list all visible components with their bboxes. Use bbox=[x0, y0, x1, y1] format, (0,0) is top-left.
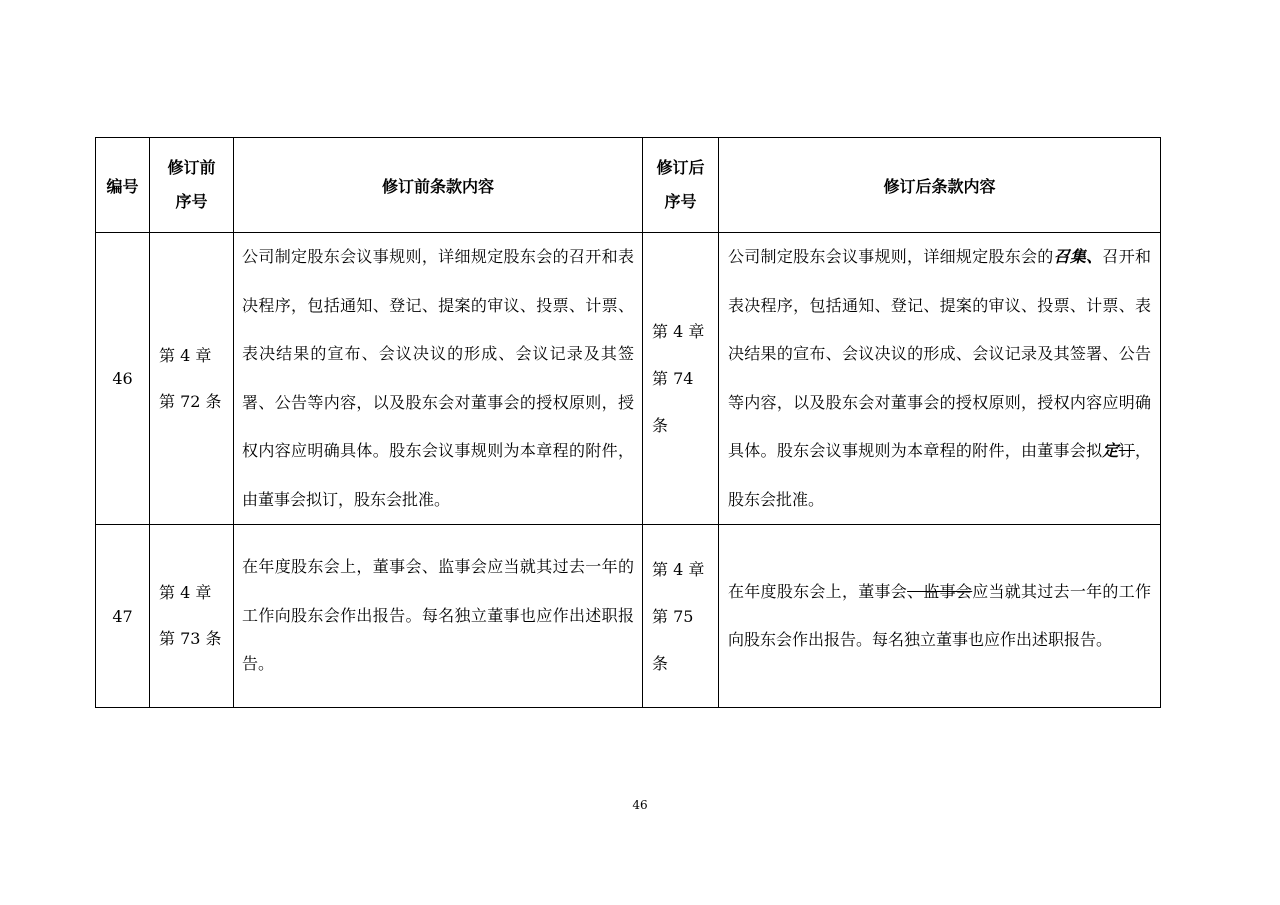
amendment-table bbox=[95, 137, 1161, 708]
before-seq bbox=[150, 525, 234, 708]
after-text-segment: 应当就其过去一年的工作向股东会作出报告。每名独立董事也应作出述职报告。 bbox=[728, 581, 1151, 649]
after-text-segment: 在年度股东会上，董事会 bbox=[728, 581, 908, 601]
header-before-seq-line1: 修订前 bbox=[167, 158, 216, 177]
after-seq-chapter: 第 4 章 bbox=[652, 322, 705, 341]
after-text bbox=[719, 525, 1161, 708]
header-no: 编号 bbox=[96, 138, 150, 233]
header-before-seq-line2: 序号 bbox=[175, 192, 208, 211]
header-after-content: 修订后条款内容 bbox=[719, 138, 1161, 233]
header-after-seq bbox=[643, 138, 719, 233]
before-seq-chapter: 第 4 章 bbox=[159, 345, 212, 365]
after-text-segment: 公司制定股东会议事规则，详细规定股东会的 bbox=[728, 247, 1054, 266]
table-row bbox=[96, 233, 1161, 525]
inserted-text: 召集、 bbox=[1053, 247, 1103, 266]
after-seq bbox=[643, 233, 719, 525]
before-text: 公司制定股东会议事规则，详细规定股东会的召开和表决程序，包括通知、登记、提案的审议、投票、计票、表决结果的宣布、会议决议的形成、会议记录及其签署、公告等内容，以及股东会对董事会的授权原则，授权内容应明确具体。股东会议事规则为本章程的附件，由董事会拟订，股东会批准。 bbox=[234, 233, 643, 525]
after-seq-article-suffix: 条 bbox=[652, 416, 669, 435]
header-after-seq-line1: 修订后 bbox=[656, 158, 705, 177]
after-seq bbox=[643, 525, 719, 708]
row-number: 47 bbox=[96, 525, 150, 708]
before-seq-chapter: 第 4 章 bbox=[159, 583, 212, 602]
after-seq-chapter: 第 4 章 bbox=[652, 559, 705, 579]
deleted-text: 订 bbox=[1118, 441, 1135, 460]
table-header-row bbox=[96, 138, 1161, 233]
before-seq-article: 第 73 条 bbox=[159, 629, 222, 648]
after-seq-article: 第 74 bbox=[652, 369, 694, 388]
page-number: 46 bbox=[632, 798, 648, 812]
deleted-text: 、监事会 bbox=[907, 581, 973, 601]
after-text-segment: ，股东会批准。 bbox=[728, 441, 1151, 509]
before-seq bbox=[150, 233, 234, 525]
row-number: 46 bbox=[96, 233, 150, 525]
after-text bbox=[719, 233, 1161, 525]
table-row bbox=[96, 525, 1161, 708]
after-text-segment: 召开和表决程序，包括通知、登记、提案的审议、投票、计票、表决结果的宣布、会议决议的形成、会议记录及其签署、公告等内容，以及股东会对董事会的授权原则，授权内容应明确具体。股东会议事规则为本章程的附件，由董事会拟 bbox=[728, 247, 1151, 460]
after-seq-article-suffix: 条 bbox=[652, 653, 669, 673]
header-after-seq-line2: 序号 bbox=[664, 192, 697, 211]
header-before-content: 修订前条款内容 bbox=[234, 138, 643, 233]
before-seq-article: 第 72 条 bbox=[159, 391, 222, 411]
before-text: 在年度股东会上，董事会、监事会应当就其过去一年的工作向股东会作出报告。每名独立董事也应作出述职报告。 bbox=[234, 525, 643, 708]
inserted-text: 定 bbox=[1102, 441, 1119, 460]
after-seq-article: 第 75 bbox=[652, 606, 694, 626]
header-before-seq bbox=[150, 138, 234, 233]
